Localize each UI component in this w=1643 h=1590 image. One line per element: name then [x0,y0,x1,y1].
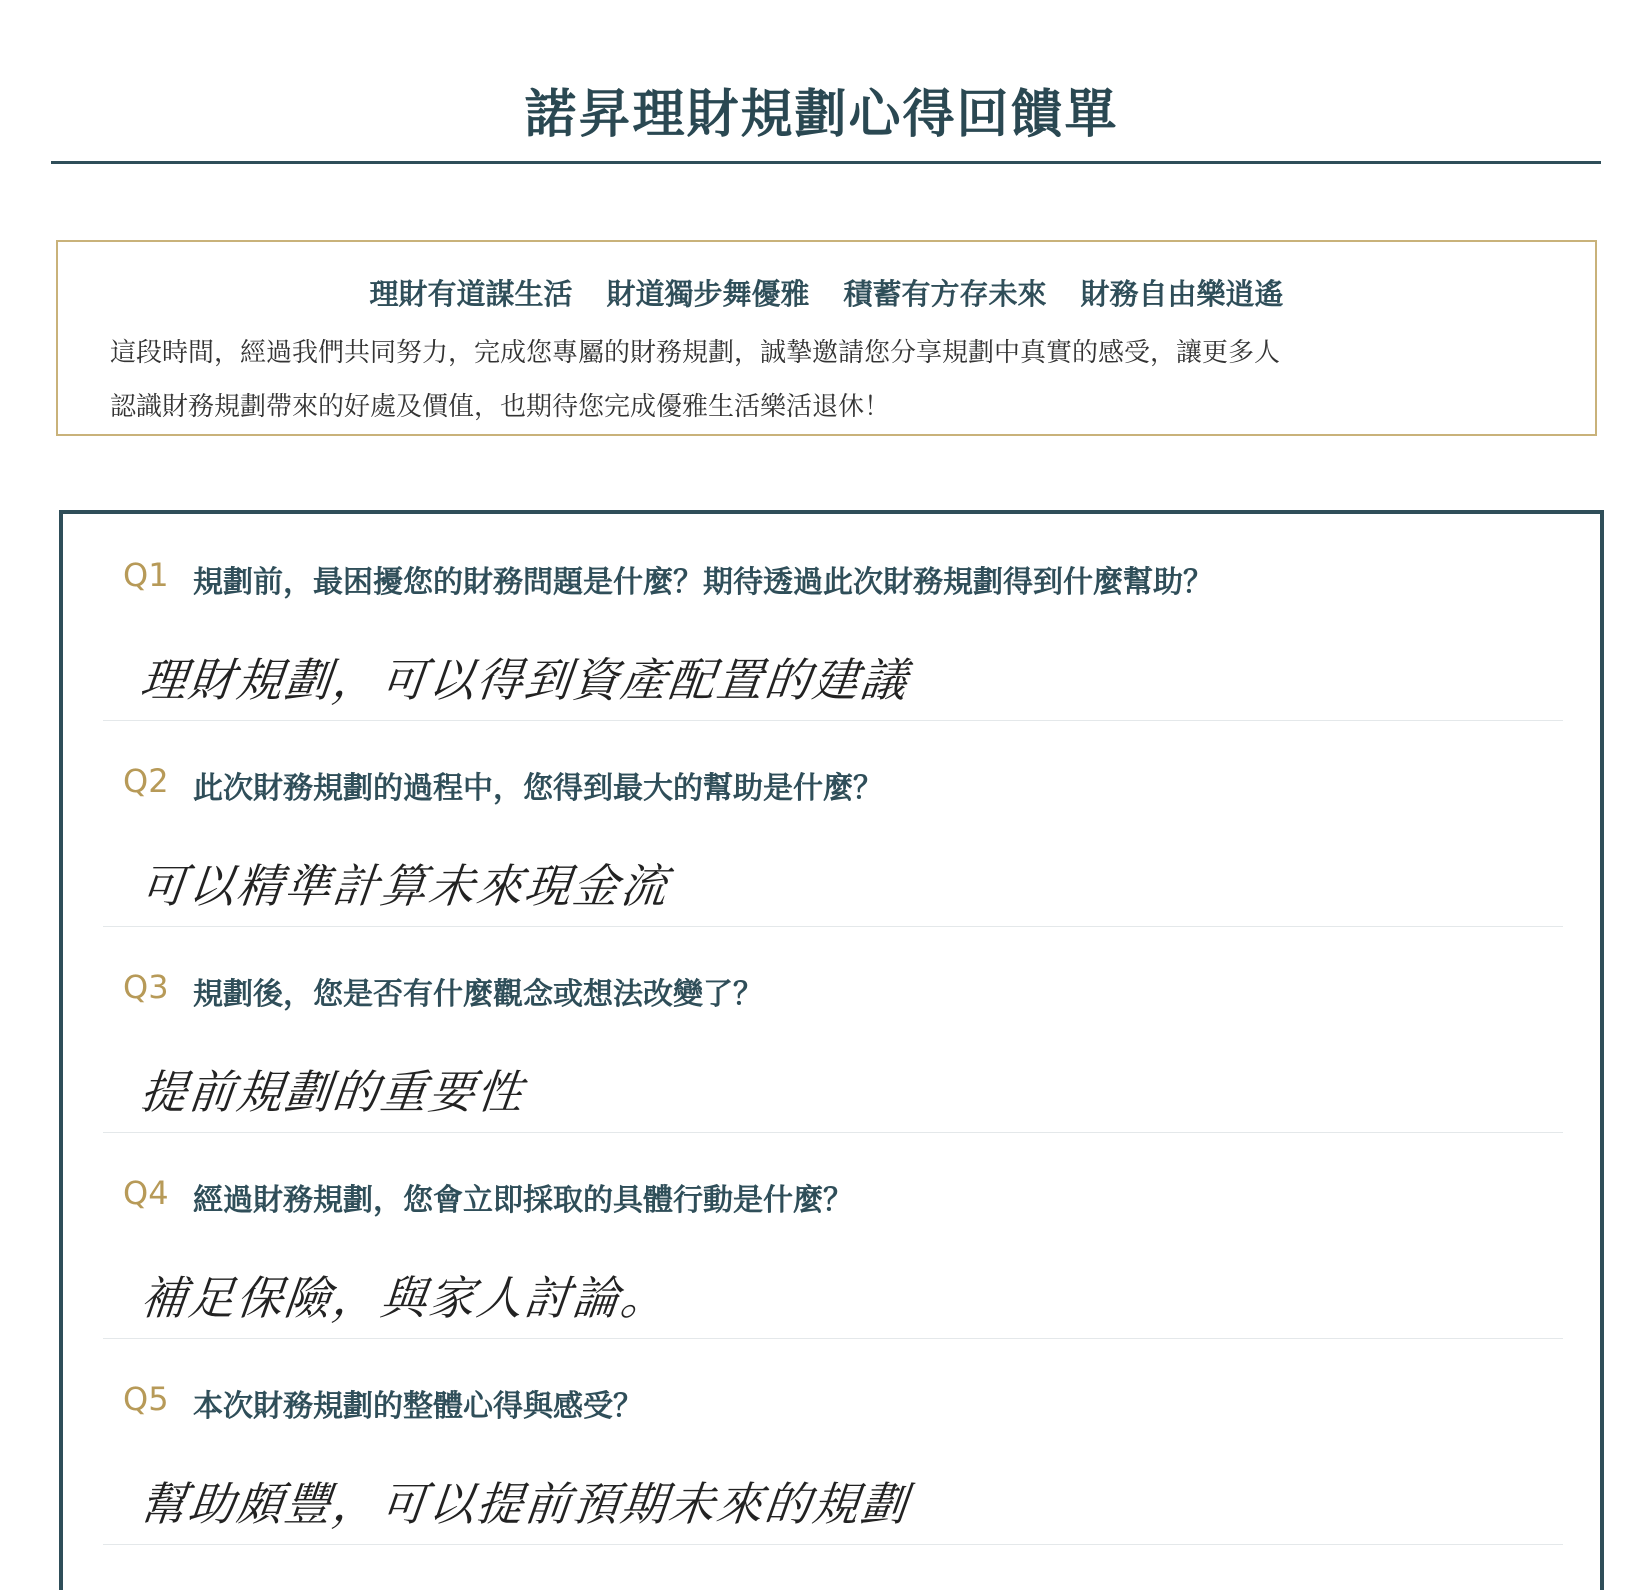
question-block-4 [63,1132,1600,1338]
question-number: Q4 [123,1174,169,1212]
slogan-2: 財道獨步舞優雅 [606,277,810,311]
intro-text-line-1: 這段時間，經過我們共同努力，完成您專屬的財務規劃，誠摯邀請您分享規劃中真實的感受，讓更多人 [110,338,1281,368]
question-text: 本次財務規劃的整體心得與感受？ [193,1389,643,1424]
handwritten-answer: 補足保險，與家人討論。 [137,1271,672,1325]
handwritten-answer: 可以精準計算未來現金流 [137,859,672,913]
question-number: Q5 [123,1380,169,1418]
question-text: 此次財務規劃的過程中，您得到最大的幫助是什麼？ [193,771,883,806]
answer-line [103,1544,1563,1545]
intro-box [56,240,1597,436]
slogan-3: 積蓄有方存未來 [843,277,1047,311]
slogan-row [58,272,1595,313]
handwritten-answer: 提前規劃的重要性 [137,1065,528,1119]
handwritten-answer: 幫助頗豐，可以提前預期未來的規劃 [137,1477,912,1531]
question-block-5 [63,1338,1600,1544]
question-block-1 [63,514,1600,720]
question-block-2 [63,720,1600,926]
question-number: Q3 [123,968,169,1006]
questionnaire-frame [59,510,1604,1590]
question-text: 經過財務規劃，您會立即採取的具體行動是什麼？ [193,1183,853,1218]
question-block-3 [63,926,1600,1132]
question-number: Q2 [123,762,169,800]
slogan-4: 財務自由樂逍遙 [1080,277,1284,311]
intro-text-line-2: 認識財務規劃帶來的好處及價值，也期待您完成優雅生活樂活退休！ [110,392,891,422]
form-title: 諾昇理財規劃心得回饋單 [524,85,1119,145]
question-text: 規劃前，最困擾您的財務問題是什麼？期待透過此次財務規劃得到什麼幫助？ [193,565,1213,600]
slogan-1: 理財有道謀生活 [369,277,573,311]
question-text: 規劃後，您是否有什麼觀念或想法改變了？ [193,977,763,1012]
handwritten-answer: 理財規劃，可以得到資產配置的建議 [137,653,912,707]
question-number: Q1 [123,556,169,594]
title-divider [51,161,1601,164]
